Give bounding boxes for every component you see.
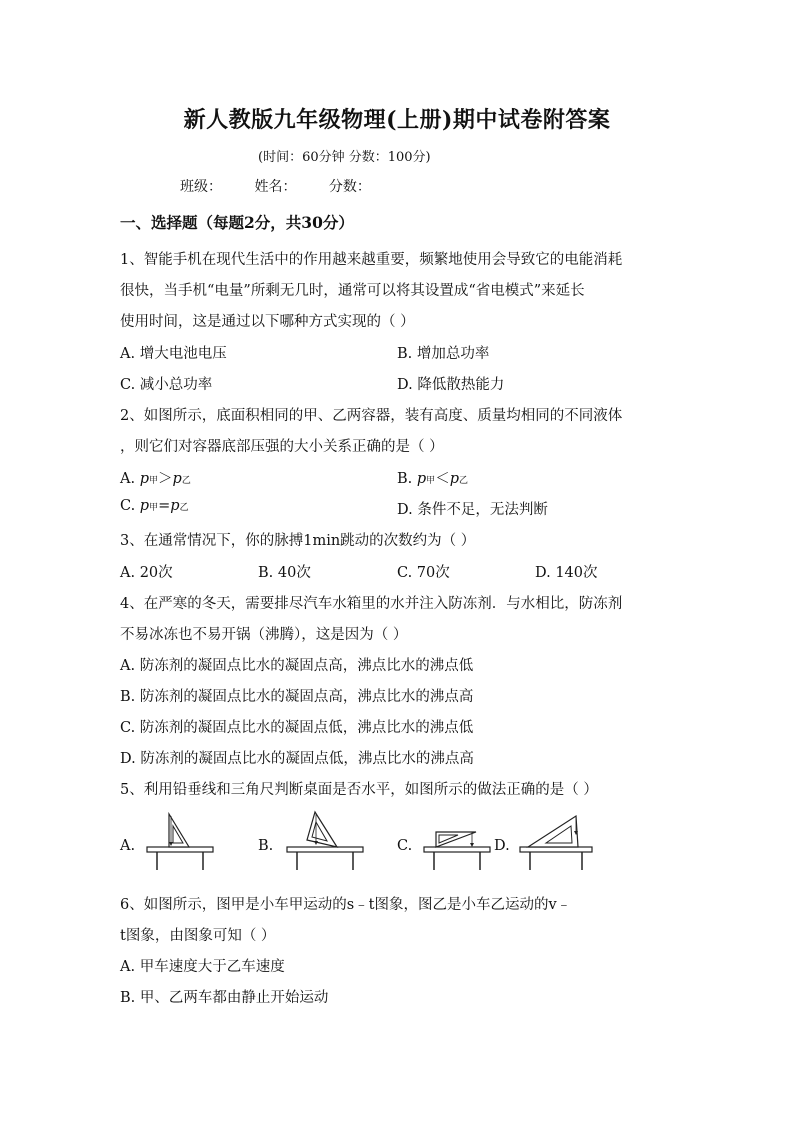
- q2-b-p2: p: [449, 471, 459, 487]
- exam-meta: (时间：60分钟 分数：100分): [258, 150, 431, 165]
- q2-b-sub1: 甲: [426, 476, 436, 486]
- name-label: 姓名：: [254, 179, 297, 195]
- q2-a-p1: p: [139, 471, 149, 487]
- q4-option-c: C. 防冻剂的凝固点比水的凝固点低，沸点比水的沸点低: [120, 720, 474, 736]
- q2-c-op: =: [158, 498, 171, 514]
- q4-line-1: 4、在严寒的冬天，需要排尽汽车水箱里的水并注入防冻剂．与水相比，防冻剂: [120, 596, 623, 612]
- q2-a-sub1: 甲: [149, 476, 159, 486]
- q2-b-sub2: 乙: [458, 476, 468, 486]
- q2-a-sub2: 乙: [181, 476, 191, 486]
- q3-option-b: B. 40次: [258, 565, 311, 581]
- q1-option-d: D. 降低散热能力: [397, 377, 505, 393]
- q6-line-1: 6、如图所示，图甲是小车甲运动的s﹣t图象，图乙是小车乙运动的v﹣: [120, 897, 572, 913]
- q5-fig-label-c: C.: [397, 838, 413, 854]
- q4-line-2: 不易冰冻也不易开锅（沸腾），这是因为（ ）: [120, 627, 408, 643]
- q3-option-c: C. 70次: [397, 565, 450, 581]
- q5-figure-a: [145, 808, 215, 876]
- q5-fig-label-a: A.: [120, 838, 136, 854]
- q4-option-a: A. 防冻剂的凝固点比水的凝固点高，沸点比水的沸点低: [120, 658, 474, 674]
- q2-b-op: ＜: [435, 471, 450, 487]
- q2-a-p2: p: [172, 471, 182, 487]
- q2-c-sub2: 乙: [179, 503, 189, 513]
- q2-line-1: 2、如图所示，底面积相同的甲、乙两容器，装有高度、质量均相同的不同液体: [120, 408, 623, 424]
- section-heading: 一、选择题（每题2分，共30分）: [120, 213, 354, 232]
- student-info: [180, 176, 399, 196]
- q5-figure-b: [285, 808, 365, 876]
- q2-b-prefix: B.: [397, 471, 417, 487]
- q1-line-1: 1、智能手机在现代生活中的作用越来越重要，频繁地使用会导致它的电能消耗: [120, 252, 623, 268]
- q5-fig-label-d: D.: [494, 838, 510, 854]
- q6-option-b: B. 甲、乙两车都由静止开始运动: [120, 990, 329, 1006]
- q1-option-b: B. 增加总功率: [397, 346, 490, 362]
- q2-option-b: [397, 467, 468, 488]
- q3-line: 3、在通常情况下，你的脉搏1min跳动的次数约为（ ）: [120, 533, 476, 549]
- q2-a-op: ＞: [158, 471, 173, 487]
- q4-option-b: B. 防冻剂的凝固点比水的凝固点高，沸点比水的沸点高: [120, 689, 474, 705]
- q4-option-d: D. 防冻剂的凝固点比水的凝固点低，沸点比水的沸点高: [120, 751, 474, 767]
- q6-option-a: A. 甲车速度大于乙车速度: [120, 959, 285, 975]
- q2-c-sub1: 甲: [149, 503, 159, 513]
- q2-option-a: [120, 467, 191, 488]
- q5-figure-d: [518, 808, 594, 876]
- q1-option-a: A. 增大电池电压: [120, 346, 227, 362]
- q3-option-a: A. 20次: [120, 565, 173, 581]
- q1-line-3: 使用时间，这是通过以下哪种方式实现的（ ）: [120, 314, 415, 330]
- q2-line-2: ，则它们对容器底部压强的大小关系正确的是（ ）: [120, 439, 444, 455]
- q3-option-d: D. 140次: [535, 565, 598, 581]
- class-label: 班级：: [180, 179, 222, 195]
- page-title: 新人教版九年级物理(上册)期中试卷附答案: [183, 107, 611, 133]
- q2-c-p2: p: [170, 498, 180, 514]
- q6-line-2: t图象，由图象可知（ ）: [120, 928, 276, 944]
- q2-c-p1: p: [139, 498, 150, 514]
- q5-figure-c: [422, 808, 492, 876]
- q2-a-prefix: A.: [120, 471, 140, 487]
- q1-line-2: 很快，当手机“电量”所剩无几时，通常可以将其设置成“省电模式”来延长: [120, 283, 585, 299]
- score-label: 分数：: [328, 179, 371, 195]
- q2-option-d: D. 条件不足，无法判断: [397, 502, 548, 518]
- q5-line: 5、利用铅垂线和三角尺判断桌面是否水平，如图所示的做法正确的是（ ）: [120, 782, 598, 798]
- q1-option-c: C. 减小总功率: [120, 377, 213, 393]
- q2-c-prefix: C.: [120, 498, 140, 514]
- q5-fig-label-b: B.: [258, 838, 274, 854]
- q2-b-p1: p: [416, 471, 427, 487]
- q2-option-c: [120, 498, 189, 514]
